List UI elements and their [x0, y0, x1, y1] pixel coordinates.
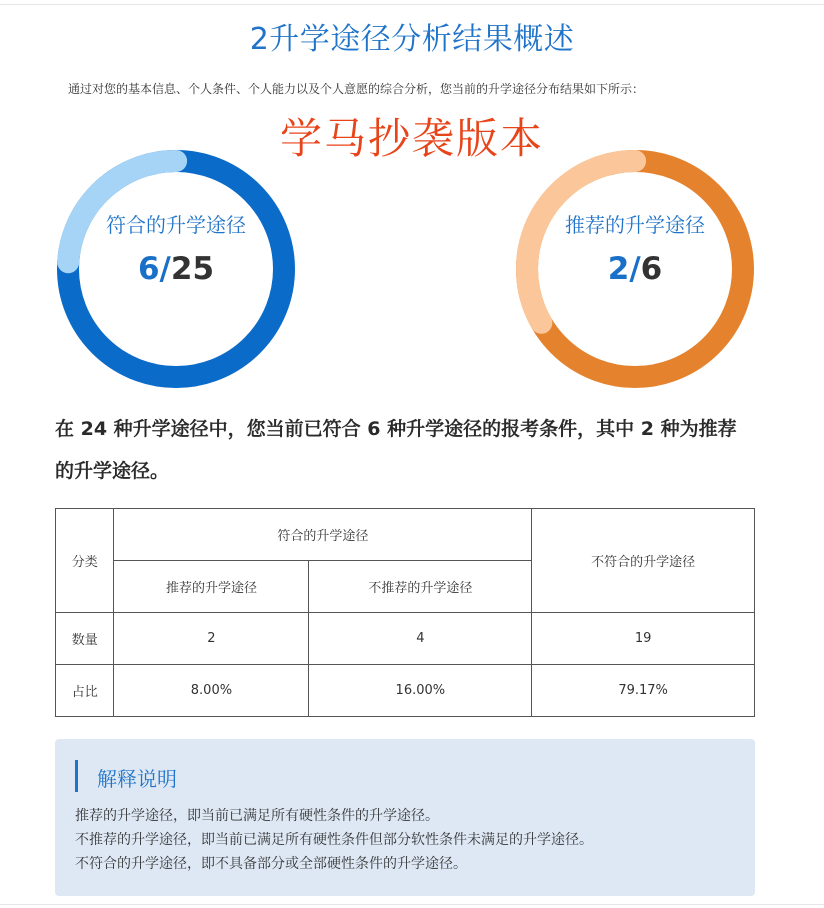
eligible-ring-count	[56, 251, 296, 287]
ineligible-header: 不符合的升学途径	[532, 509, 755, 613]
eligible-count-denominator: 25	[170, 251, 215, 287]
table-row	[56, 613, 755, 665]
eligible-count-separator: /	[159, 251, 171, 287]
eligible-header: 符合的升学途径	[114, 509, 532, 561]
explanation-line: 推荐的升学途径，即当前已满足所有硬性条件的升学途径。	[75, 808, 439, 824]
category-header: 分类	[56, 509, 114, 613]
summary-text: 在 24 种升学途径中，您当前已符合 6 种升学途径的报考条件，其中 2 种为推荐的升学途径。	[55, 418, 737, 482]
top-divider	[0, 4, 824, 5]
intro-text: 通过对您的基本信息、个人条件、个人能力以及个人意愿的综合分析，您当前的升学途径分布结果如下所示：	[68, 82, 645, 96]
explanation-panel	[55, 739, 755, 896]
recommended-ring-label: 推荐的升学途径	[565, 213, 705, 237]
stats-table	[55, 508, 755, 717]
recommended-header: 推荐的升学途径	[114, 561, 309, 613]
recommended-count-numerator: 2	[607, 251, 630, 287]
bottom-divider	[0, 904, 824, 905]
not-recommended-header: 不推荐的升学途径	[309, 561, 532, 613]
not-recommended-cell: 16.00%	[309, 665, 532, 717]
ineligible-cell: 79.17%	[532, 665, 755, 717]
table-row	[56, 665, 755, 717]
not-recommended-cell: 4	[309, 613, 532, 665]
recommended-count-separator: /	[629, 251, 641, 287]
explanation-line: 不符合的升学途径，即不具备部分或全部硬性条件的升学途径。	[75, 856, 467, 872]
table-header-row	[56, 509, 755, 561]
eligible-ring	[56, 149, 296, 389]
explanation-accent-bar	[75, 760, 78, 792]
recommended-ring-count	[515, 251, 755, 287]
eligible-count-numerator: 6	[137, 251, 160, 287]
explanation-line: 不推荐的升学途径，即当前已满足所有硬性条件但部分软性条件未满足的升学途径。	[75, 832, 593, 848]
recommended-ring	[515, 149, 755, 389]
page-title: 2升学途径分析结果概述	[249, 22, 575, 57]
explanation-heading: 解释说明	[97, 767, 177, 791]
eligible-ring-label: 符合的升学途径	[106, 213, 246, 237]
recommended-cell: 8.00%	[114, 665, 309, 717]
row-label: 数量	[56, 613, 114, 665]
explanation-lines	[75, 804, 593, 876]
row-label: 占比	[56, 665, 114, 717]
recommended-count-denominator: 6	[640, 251, 663, 287]
recommended-cell: 2	[114, 613, 309, 665]
watermark-text: 学马抄袭版本	[279, 114, 544, 163]
ineligible-cell: 19	[532, 613, 755, 665]
